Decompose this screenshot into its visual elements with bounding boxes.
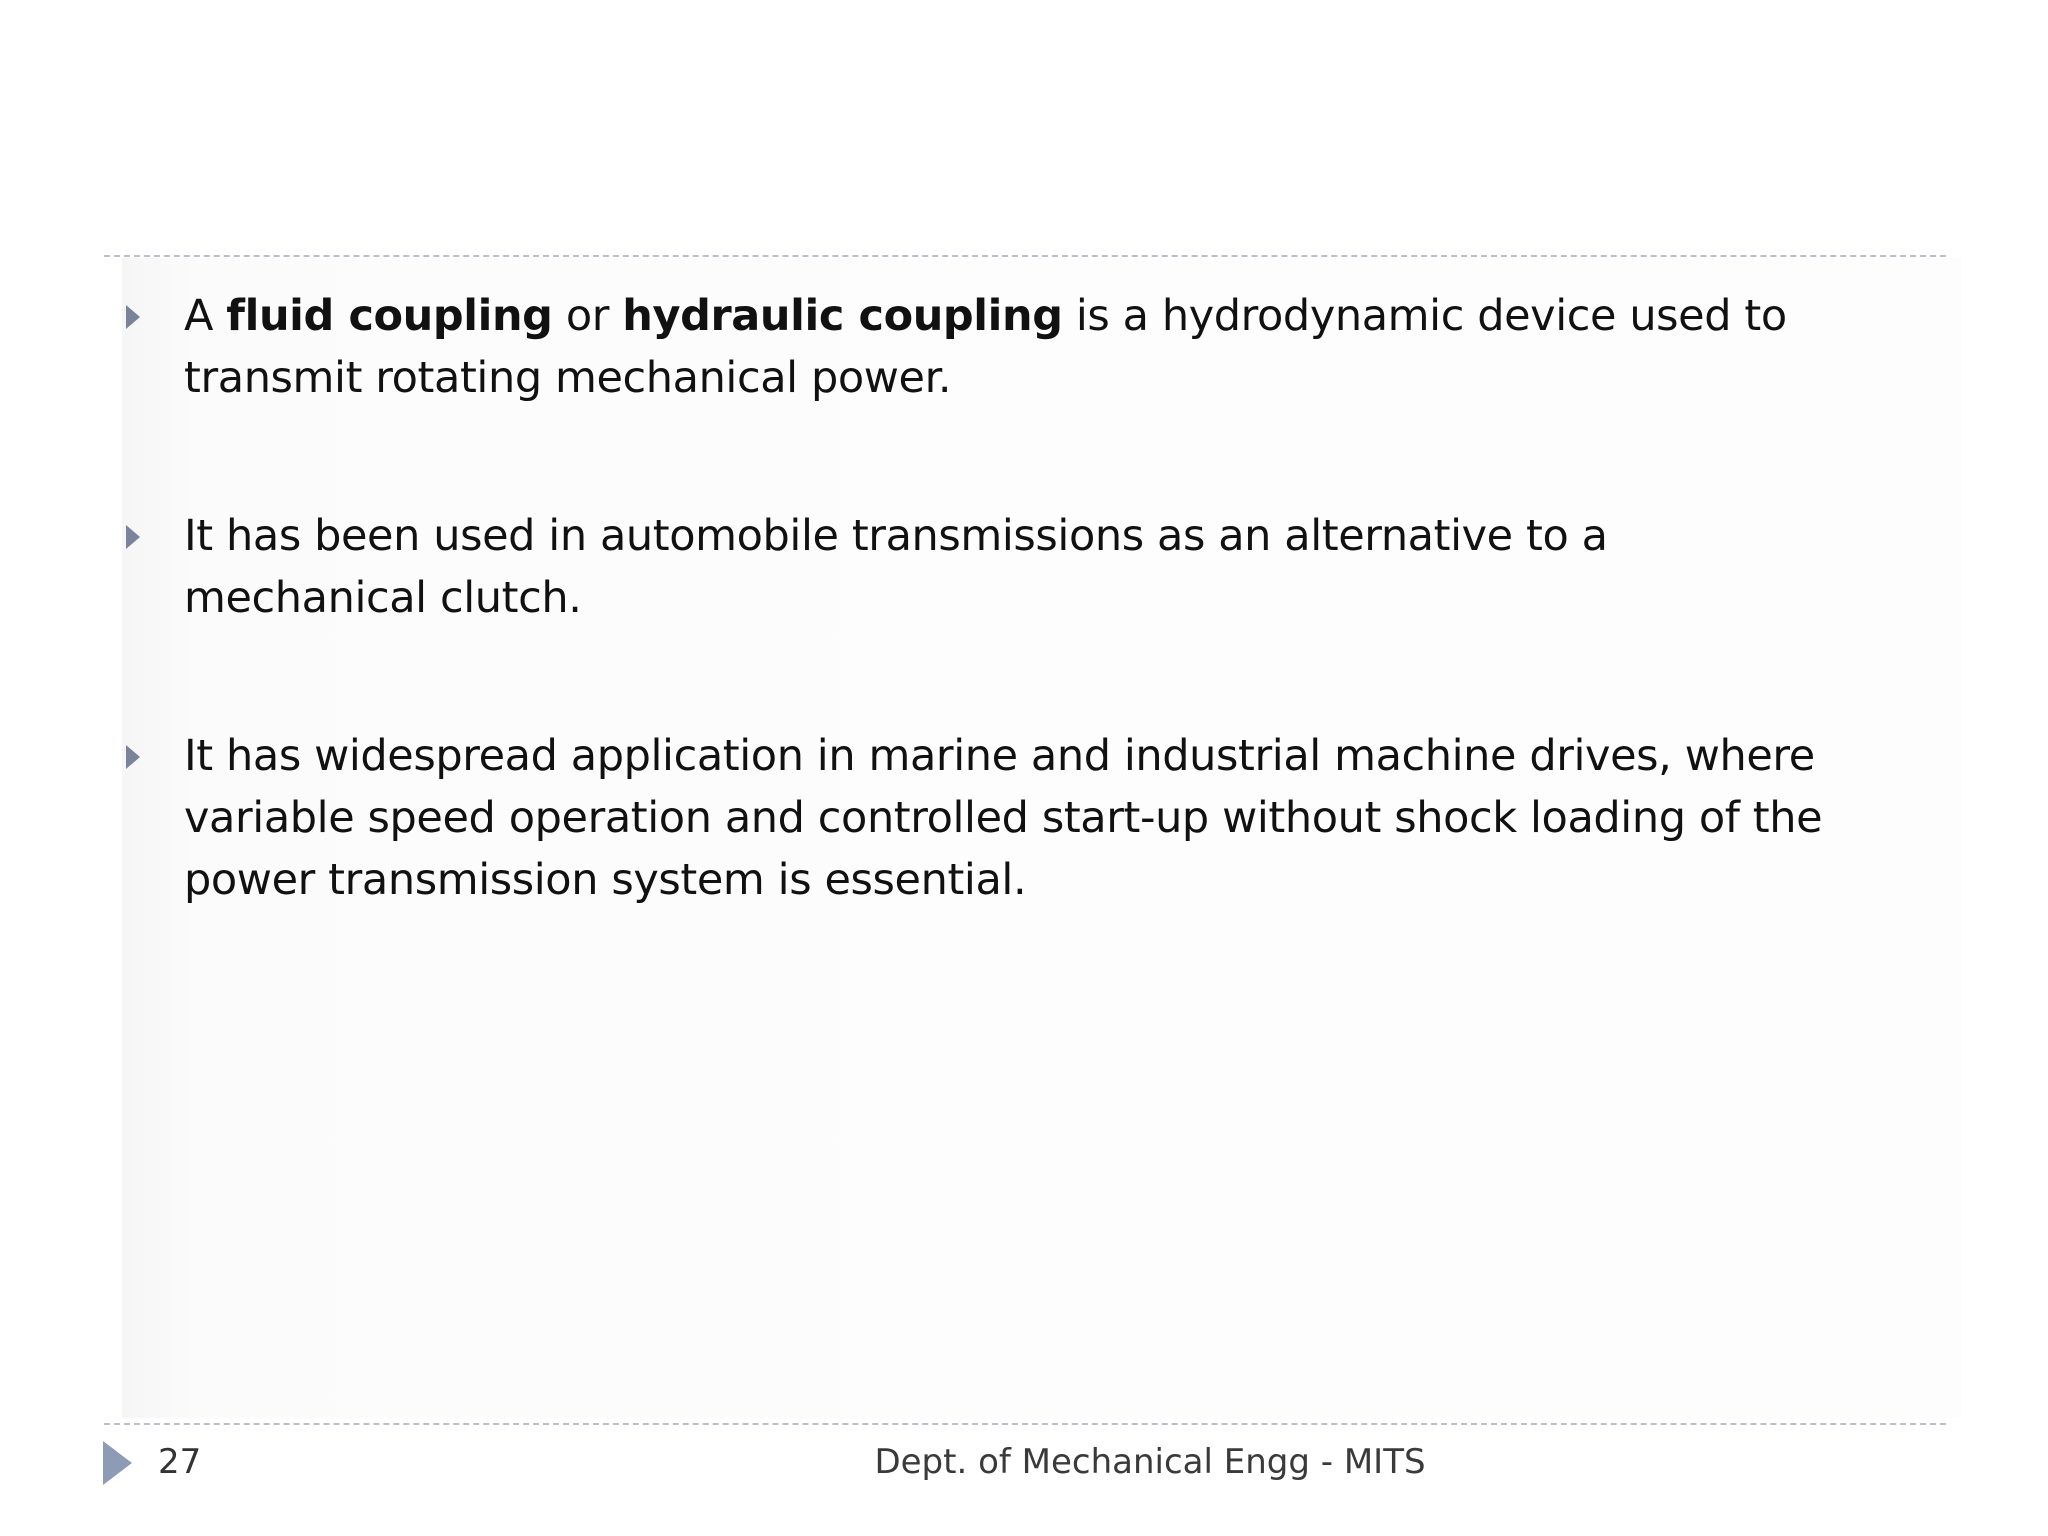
page-number: 27: [158, 1442, 202, 1482]
bullet-item-3: [120, 725, 1840, 911]
bullet-item-2: [120, 505, 1840, 629]
bullet-text-part: is a hydrodynamic device used to transmit rotating mechanical power.: [184, 291, 1787, 403]
bullet-arrow-icon: [126, 305, 140, 329]
top-divider: [104, 255, 1946, 257]
bullet-text: It has widespread application in marine and industrial machine drives, where variable speed operation and controlled start-up without shock loading of the power transmission system is essential.: [184, 731, 1823, 905]
bullet-text-part: A: [184, 291, 227, 341]
bullet-item-1: [120, 285, 1840, 409]
bullet-bold-term: hydraulic coupling: [622, 291, 1063, 341]
bullet-text: It has been used in automobile transmissions as an alternative to a mechanical clutch.: [184, 511, 1608, 623]
footer-department: Dept. of Mechanical Engg - MITS: [874, 1442, 1426, 1482]
bullet-arrow-icon: [126, 525, 140, 549]
bullet-text-part: or: [552, 291, 623, 341]
bottom-divider: [104, 1423, 1946, 1425]
bullet-arrow-icon: [126, 745, 140, 769]
footer-arrow-icon: [103, 1441, 132, 1485]
bullet-list: [120, 285, 1840, 911]
bullet-bold-term: fluid coupling: [226, 291, 553, 341]
